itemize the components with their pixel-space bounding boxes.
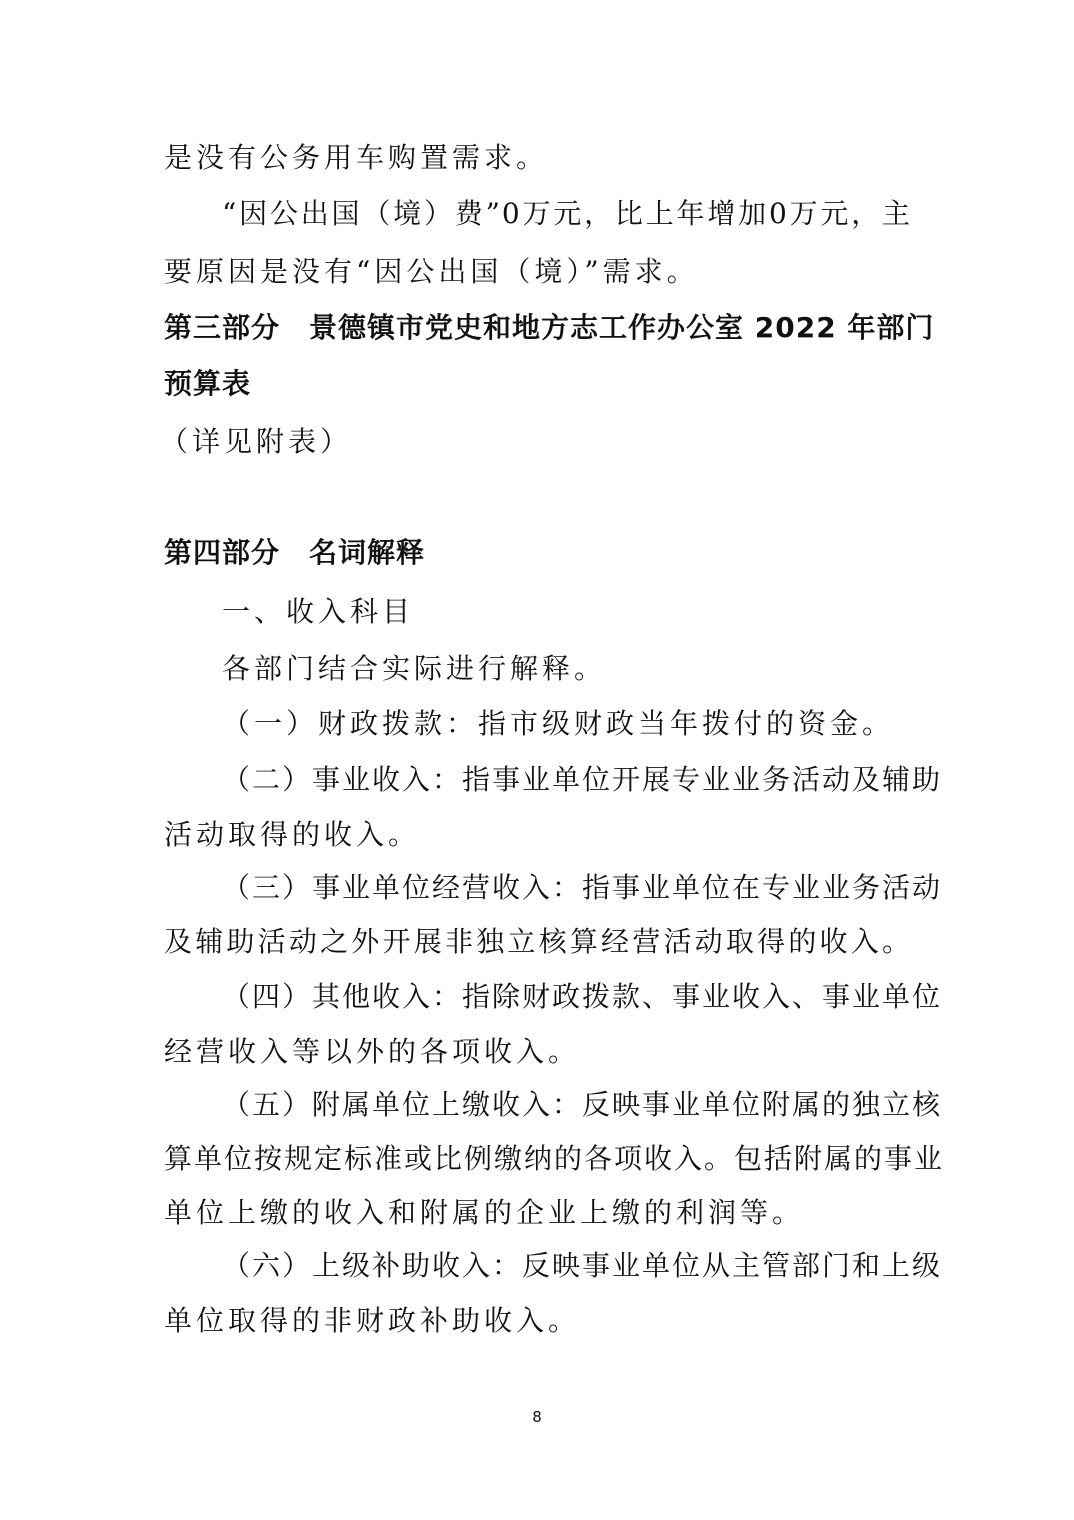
text-line: 及辅助活动之外开展非独立核算经营活动取得的收入。 bbox=[164, 925, 912, 958]
text-line: 是没有公务用车购置需求。 bbox=[164, 141, 549, 174]
section-heading-part-four: 第四部分 名词解释 bbox=[164, 536, 426, 569]
definition-item: （五）附属单位上缴收入：反映事业单位附属的独立核 bbox=[222, 1088, 943, 1121]
definition-item: （六）上级补助收入：反映事业单位从主管部门和上级 bbox=[222, 1249, 943, 1282]
text-line: 要原因是没有“因公出国（境）”需求。 bbox=[164, 255, 699, 288]
section-heading-part-three-continued: 预算表 bbox=[164, 367, 252, 400]
text-line: 单位上缴的收入和附属的企业上缴的利润等。 bbox=[164, 1196, 805, 1229]
subsection-title: 一、收入科目 bbox=[222, 595, 415, 628]
text-line: 单位取得的非财政补助收入。 bbox=[164, 1304, 581, 1337]
text-line: 经营收入等以外的各项收入。 bbox=[164, 1035, 581, 1068]
definition-item: （二）事业收入：指事业单位开展专业业务活动及辅助 bbox=[222, 763, 943, 796]
section-heading-part-three: 第三部分 景德镇市党史和地方志工作办公室 2022 年部门 bbox=[164, 311, 935, 344]
definition-item: （一）财政拨款：指市级财政当年拨付的资金。 bbox=[222, 707, 895, 740]
text-line: 活动取得的收入。 bbox=[164, 818, 421, 851]
page-number: 8 bbox=[532, 1408, 542, 1426]
text-line: 算单位按规定标准或比例缴纳的各项收入。包括附属的事业 bbox=[164, 1142, 945, 1175]
text-line: 各部门结合实际进行解释。 bbox=[222, 652, 607, 685]
text-line: （详见附表） bbox=[160, 425, 353, 458]
definition-item: （三）事业单位经营收入：指事业单位在专业业务活动 bbox=[222, 871, 943, 904]
definition-item: （四）其他收入：指除财政拨款、事业收入、事业单位 bbox=[222, 980, 943, 1013]
text-line: “因公出国（境）费”0万元，比上年增加0万元，主 bbox=[222, 197, 912, 230]
